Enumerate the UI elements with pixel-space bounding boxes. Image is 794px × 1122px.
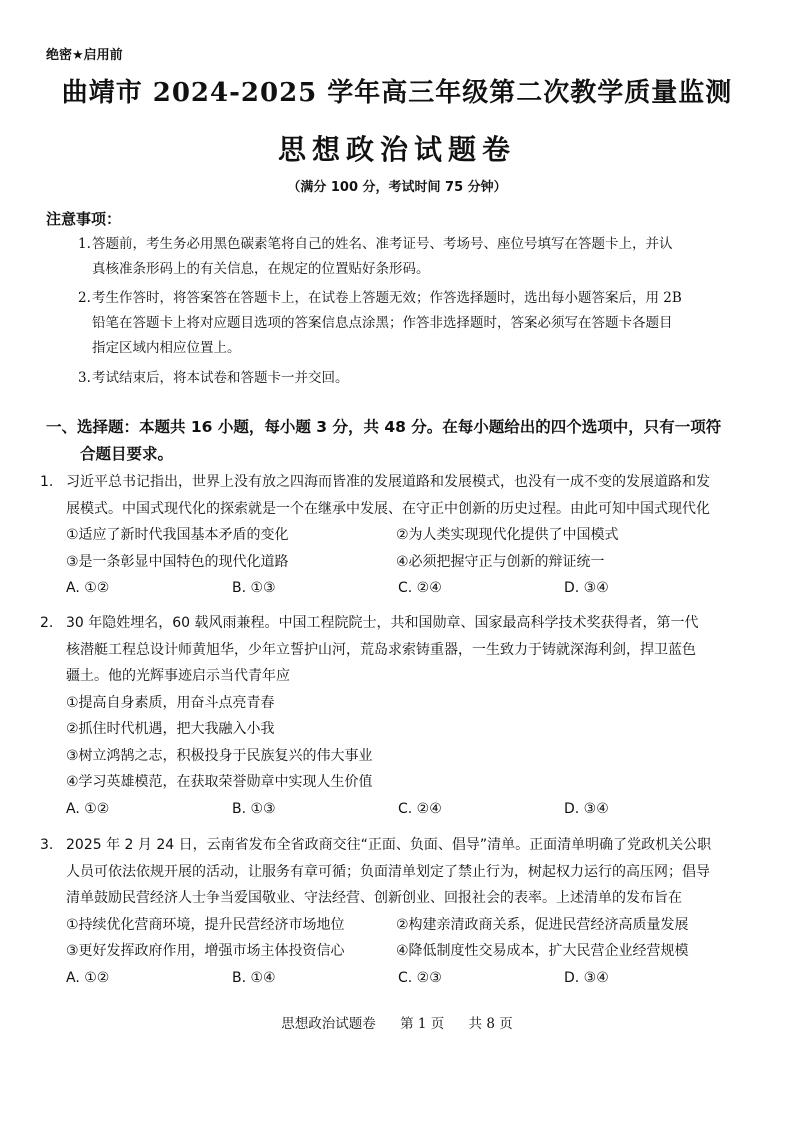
- exam-title: 曲靖市 2024-2025 学年高三年级第二次教学质量监测: [61, 78, 733, 108]
- question-stem-line: 30 年隐姓埋名，60 载风雨兼程。中国工程院院士，共和国勋章、国家最高科学技术奖获得者，第一代: [66, 615, 699, 631]
- answer-a: A. ①②: [66, 800, 110, 817]
- option-1: ①提高自身素质，用奋斗点亮青春: [66, 694, 275, 711]
- notice-item-1: [78, 232, 758, 282]
- footer-total-pages: 共 8 页: [468, 1016, 513, 1032]
- section-heading: [46, 414, 766, 468]
- answer-c: C. ②④: [398, 580, 442, 596]
- score-time-note: （满分 100 分，考试时间 75 分钟）: [287, 180, 507, 195]
- notice-line: 指定区域内相应位置上。: [92, 340, 241, 356]
- option-4: ④降低制度性交易成本，扩大民营企业经营规模: [396, 943, 689, 959]
- notice-line: 考生作答时，将答案答在答题卡上，在试卷上答题无效；作答选择题时，选出每小题答案后，用 2B: [92, 290, 682, 306]
- notice-num: 3.: [78, 370, 91, 386]
- page-footer: [0, 1012, 794, 1032]
- question-stem-line: 疆土。他的光辉事迹启示当代青年应: [66, 668, 290, 684]
- question-1: [40, 469, 766, 602]
- section-line: 一、选择题：本题共 16 小题，每小题 3 分，共 48 分。在每小题给出的四个选项中，只有一项符: [46, 418, 722, 436]
- notice-item-2: [78, 286, 758, 361]
- secret-label: 绝密★启用前: [46, 48, 123, 63]
- answer-a: A. ①②: [66, 580, 110, 596]
- notice-line: 考试结束后，将本试卷和答题卡一并交回。: [92, 370, 349, 386]
- question-stem-line: 展模式。中国式现代化的探索就是一个在继承中发展、在守正中创新的历史过程。由此可知中国式现代化: [66, 500, 710, 517]
- notice-num: 2.: [78, 290, 91, 306]
- question-number: 3.: [40, 837, 54, 853]
- option-3: ③树立鸿鹄之志，积极投身于民族复兴的伟大事业: [66, 747, 373, 764]
- notice-line: 答题前，考生务必用黑色碳素笔将自己的姓名、准考证号、考场号、座位号填写在答题卡上，并认: [92, 236, 673, 252]
- answer-b: B. ①③: [232, 580, 276, 596]
- question-number: 1.: [40, 474, 54, 490]
- question-stem-line: 清单鼓励民营经济人士争当爱国敬业、守法经营、创新创业、回报社会的表率。上述清单的发布旨在: [66, 890, 682, 906]
- answer-d: D. ③④: [564, 800, 609, 817]
- notice-line: 真核准条形码上的有关信息，在规定的位置贴好条形码。: [92, 261, 430, 277]
- option-3: ③是一条彰显中国特色的现代化道路: [66, 553, 289, 570]
- answer-d: D. ③④: [564, 580, 609, 596]
- question-3: [40, 832, 766, 991]
- answer-b: B. ①④: [232, 969, 276, 986]
- question-stem-line: 2025 年 2 月 24 日，云南省发布全省政商交往“正面、负面、倡导”清单。正面清单明确了党政机关公职: [66, 837, 712, 853]
- section-line: 合题目要求。: [80, 445, 174, 463]
- answer-c: C. ②③: [398, 969, 442, 986]
- option-2: ②构建亲清政商关系，促进民营经济高质量发展: [396, 916, 689, 933]
- footer-exam-name: 思想政治试题卷: [281, 1016, 376, 1032]
- notice-title: 注意事项：: [46, 210, 122, 228]
- question-stem-line: 核潜艇工程总设计师黄旭华，少年立誓护山河，荒岛求索铸重器，一生致力于铸就深海利剑，捍卫蓝色: [66, 641, 696, 658]
- option-4: ④学习英雄模范，在获取荣誉勋章中实现人生价值: [66, 774, 373, 790]
- answer-c: C. ②④: [398, 800, 442, 817]
- question-2: [40, 610, 766, 822]
- option-4: ④必须把握守正与创新的辩证统一: [396, 553, 605, 570]
- answer-d: D. ③④: [564, 969, 609, 986]
- option-3: ③更好发挥政府作用，增强市场主体投资信心: [66, 943, 345, 959]
- question-stem-line: 习近平总书记指出，世界上没有放之四海而皆准的发展道路和发展模式，也没有一成不变的发展道路和发: [66, 474, 710, 490]
- question-stem-line: 人员可依法依规开展的活动，让服务有章可循；负面清单划定了禁止行为，树起权力运行的高压网；倡导: [66, 863, 710, 880]
- option-1: ①持续优化营商环境，提升民营经济市场地位: [66, 916, 345, 933]
- notice-num: 1.: [78, 236, 91, 252]
- option-2: ②抓住时代机遇，把大我融入小我: [66, 721, 275, 737]
- option-1: ①适应了新时代我国基本矛盾的变化: [66, 527, 289, 543]
- footer-page-number: 第 1 页: [400, 1016, 445, 1032]
- option-2: ②为人类实现现代化提供了中国模式: [396, 527, 619, 543]
- notice-line: 铅笔在答题卡上将对应题目选项的答案信息点涂黑；作答非选择题时，答案必须写在答题卡各题目: [92, 315, 673, 331]
- exam-subtitle: 思想政治试题卷: [277, 133, 516, 166]
- answer-a: A. ①②: [66, 969, 110, 986]
- notice-item-3: [78, 366, 758, 391]
- answer-b: B. ①③: [232, 800, 276, 817]
- question-number: 2.: [40, 615, 54, 631]
